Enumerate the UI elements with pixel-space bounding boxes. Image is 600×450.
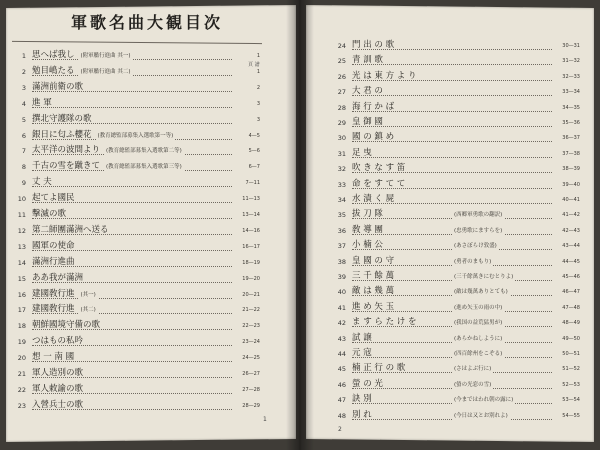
entry-title: つはもの私吟 xyxy=(32,336,84,347)
toc-entry xyxy=(10,114,260,126)
entry-pages: 1 xyxy=(256,53,260,59)
entry-number: 10 xyxy=(17,195,26,204)
toc-entry xyxy=(330,225,580,237)
entry-note: (其一) xyxy=(80,291,96,298)
entry-pages: 5—6 xyxy=(248,148,260,155)
page-number-left: 1 xyxy=(263,416,267,423)
entry-number: 34 xyxy=(337,196,346,204)
entry-note: (三千餘萬きにむとりよ) xyxy=(454,274,514,280)
entry-number: 33 xyxy=(337,180,346,189)
entry-number: 41 xyxy=(337,303,346,312)
entry-pages: 48—49 xyxy=(562,320,580,327)
toc-entry xyxy=(10,209,260,221)
entry-title: 擊滅の歌 xyxy=(32,209,67,219)
entry-pages: 4—5 xyxy=(248,132,260,139)
toc-entry xyxy=(330,302,580,314)
entry-pages: 7—11 xyxy=(245,180,260,187)
entry-pages: 51—52 xyxy=(562,366,580,373)
entry-title: 建國敎行進 xyxy=(32,288,75,299)
entry-number: 35 xyxy=(337,211,346,220)
entry-number: 29 xyxy=(337,119,346,127)
toc-entry xyxy=(330,179,580,191)
entry-number: 32 xyxy=(337,165,346,174)
entry-number: 11 xyxy=(17,211,26,219)
entry-title: 敵 は 幾 萬 xyxy=(352,286,395,297)
entry-pages: 3 xyxy=(256,116,260,123)
entry-title: 銀日に匂ふ櫻花 xyxy=(32,129,92,140)
entry-title: 起てよ國民 xyxy=(32,193,75,204)
entry-title: 三 千 餘 萬 xyxy=(352,271,395,281)
entry-pages: 39—40 xyxy=(562,181,580,188)
entry-title: 試 譲 xyxy=(352,332,372,343)
entry-note: (敵は幾萬ありとても) xyxy=(454,289,508,296)
toc-entry xyxy=(10,145,260,157)
leader-dots xyxy=(32,185,232,187)
entry-pages: 23—24 xyxy=(242,339,260,346)
entry-pages: 28—29 xyxy=(242,402,260,409)
entry-note: (勇者のまもり) xyxy=(454,258,492,265)
entry-pages: 18—19 xyxy=(242,259,260,266)
toc-entry xyxy=(330,132,580,144)
toc-entry xyxy=(330,317,580,329)
entry-number: 31 xyxy=(337,149,346,158)
entry-number: 30 xyxy=(337,134,346,143)
toc-entry xyxy=(10,304,260,316)
entry-note: (忠勇歌にますらを) xyxy=(454,227,503,234)
entry-pages: 2 xyxy=(256,84,260,91)
entry-title: 楠 正 行 の 歌 xyxy=(352,363,406,374)
entry-note: (附軍艦行進曲 其二) xyxy=(80,68,131,75)
toc-entry xyxy=(10,273,260,285)
entry-number: 2 xyxy=(21,67,26,76)
entry-pages: 36—37 xyxy=(562,135,580,142)
entry-pages: 6—7 xyxy=(248,164,260,171)
entry-number: 24 xyxy=(337,42,346,50)
entry-pages: 42—43 xyxy=(562,227,580,234)
entry-note: (教育總監部募集入選歌第三等) xyxy=(106,164,182,171)
entry-number: 4 xyxy=(21,99,26,108)
toc-entry xyxy=(330,348,580,360)
entry-number: 8 xyxy=(21,163,26,172)
toc-entry xyxy=(10,50,260,62)
entry-number: 3 xyxy=(21,83,26,92)
entry-number: 1 xyxy=(21,52,26,60)
entry-note: (教育總監部募集入選歌第一等) xyxy=(97,132,174,139)
entry-note: (あらかねしように) xyxy=(454,335,503,342)
leader-dots xyxy=(352,156,552,158)
entry-number: 15 xyxy=(17,274,26,283)
entry-title: 滿洲前衛の歌 xyxy=(32,81,84,92)
entry-title: 撰北守護隊の歌 xyxy=(32,113,92,124)
toc-entry xyxy=(330,363,580,375)
entry-title: 螢 の 光 xyxy=(352,378,383,389)
entry-pages: 35—36 xyxy=(562,120,580,126)
toc-entry xyxy=(330,286,580,298)
entry-number: 27 xyxy=(337,88,346,97)
entry-note: (あさぼらけ敦盛) xyxy=(454,243,497,250)
entry-pages: 31—32 xyxy=(562,58,580,65)
toc-entry xyxy=(330,86,580,98)
entry-pages: 38—39 xyxy=(562,166,580,173)
entry-number: 48 xyxy=(337,411,346,420)
entry-pages: 49—50 xyxy=(562,335,580,342)
entry-title: 足 曳 xyxy=(352,147,372,158)
toc-entry xyxy=(330,379,580,391)
entry-title: 皇 御 國 xyxy=(352,117,383,127)
entry-title: 軍人造別の歌 xyxy=(32,368,84,378)
entry-title: 大 君 の xyxy=(352,86,383,97)
toc-entry xyxy=(330,71,580,83)
toc-entry xyxy=(10,98,260,110)
entry-pages: 50—51 xyxy=(562,351,580,357)
toc-entry xyxy=(10,320,260,332)
entry-title: 國 の 鎮 め xyxy=(352,132,395,143)
entry-number: 14 xyxy=(17,258,26,267)
entry-pages: 47—48 xyxy=(562,304,580,311)
entry-note: (進め矢玉の雨の中) xyxy=(454,304,503,311)
toc-entry xyxy=(10,352,260,364)
entry-note: (我国の益荒猛男が) xyxy=(454,320,503,327)
entry-number: 45 xyxy=(337,365,346,374)
entry-number: 37 xyxy=(337,242,346,251)
entry-note: (螢の光窓の雪) xyxy=(454,381,492,388)
entry-pages: 27—28 xyxy=(242,386,260,393)
entry-number: 22 xyxy=(17,385,26,394)
entry-title: 水 漬 く 屍 xyxy=(352,194,395,204)
entry-number: 38 xyxy=(337,257,346,266)
entry-pages: 16—17 xyxy=(242,243,260,250)
entry-pages: 11—13 xyxy=(242,196,260,203)
entry-pages: 3 xyxy=(256,100,260,107)
entry-title: 滿洲行進曲 xyxy=(32,256,75,267)
entry-title: 皇 國 の 守 xyxy=(352,255,395,266)
entry-title: ああ我が滿洲 xyxy=(32,272,84,283)
toc-entry xyxy=(330,256,580,268)
page-title: 軍歌名曲大観目次 xyxy=(70,13,223,32)
toc-entry xyxy=(10,82,260,94)
entry-pages: 41—42 xyxy=(562,212,580,219)
toc-entry xyxy=(10,241,260,253)
entry-title: 元 寇 xyxy=(352,348,372,358)
entry-pages: 37—38 xyxy=(562,150,580,157)
entry-title: 進 め 矢 玉 xyxy=(352,301,395,312)
page-number-right: 2 xyxy=(338,426,342,433)
entry-title: 丈 夫 xyxy=(32,177,52,188)
entry-pages: 13—14 xyxy=(242,212,260,218)
column-header-mark: 頁 譜 xyxy=(248,62,260,68)
entry-title: 軍人敕諭の歌 xyxy=(32,383,84,394)
leader-dots xyxy=(32,106,232,108)
toc-entry xyxy=(330,163,580,175)
entry-title: 門 出 の 歌 xyxy=(352,40,395,50)
entry-number: 23 xyxy=(17,401,26,410)
entry-number: 46 xyxy=(337,380,346,389)
entry-number: 40 xyxy=(337,288,346,297)
entry-title: 想 一 南 國 xyxy=(32,352,75,363)
entry-title: 青 訓 歌 xyxy=(352,55,383,66)
entry-number: 25 xyxy=(337,57,346,66)
toc-entry xyxy=(10,66,260,78)
toc-entry xyxy=(10,193,260,205)
entry-number: 20 xyxy=(17,354,26,363)
entry-note: (教育總監部募集入選歌第二等) xyxy=(106,148,182,155)
entry-pages: 30—31 xyxy=(562,43,580,49)
entry-title: 海 行 か ば xyxy=(352,101,395,112)
entry-note: (四百餘州をこぞる) xyxy=(454,351,503,357)
entry-pages: 19—20 xyxy=(242,275,260,282)
entry-title: 進 軍 xyxy=(32,97,52,108)
toc-entry xyxy=(10,368,260,380)
entry-pages: 34—35 xyxy=(562,104,580,111)
entry-title: 國軍の使命 xyxy=(32,240,75,251)
entry-pages: 40—41 xyxy=(562,197,580,203)
toc-entry xyxy=(330,410,580,422)
entry-pages: 24—25 xyxy=(242,355,260,362)
toc-entry xyxy=(330,333,580,345)
entry-pages: 54—55 xyxy=(562,412,580,419)
toc-entry xyxy=(10,336,260,348)
toc-entry xyxy=(330,271,580,283)
toc-entry xyxy=(10,161,260,173)
entry-pages: 20—21 xyxy=(242,291,260,298)
toc-entry xyxy=(330,240,580,252)
entry-number: 21 xyxy=(17,370,26,378)
toc-entry xyxy=(330,102,580,114)
toc-entry xyxy=(330,117,580,129)
entry-number: 36 xyxy=(337,226,346,235)
entry-number: 13 xyxy=(17,242,26,251)
toc-entry xyxy=(10,130,260,142)
entry-note: (さはよぶ行に) xyxy=(454,366,492,373)
entry-number: 28 xyxy=(337,103,346,112)
toc-entry xyxy=(10,225,260,237)
toc-entry xyxy=(10,384,260,396)
entry-title: 拔 刀 隊 xyxy=(352,209,383,220)
entry-title: 勉目嶋たる xyxy=(32,65,75,76)
entry-note: (西郷軍勇歌の翻訳) xyxy=(454,212,503,219)
toc-entry xyxy=(330,194,580,206)
entry-title: 入營兵士の歌 xyxy=(32,399,84,410)
entry-number: 9 xyxy=(21,179,26,188)
toc-entry xyxy=(330,209,580,221)
entry-number: 16 xyxy=(17,290,26,299)
toc-entry xyxy=(330,394,580,406)
entry-note: (今まではわれ朝の露に) xyxy=(454,397,514,404)
entry-title: 別 れ xyxy=(352,409,372,420)
entry-pages: 43—44 xyxy=(562,243,580,250)
entry-pages: 45—46 xyxy=(562,274,580,280)
toc-entry xyxy=(10,257,260,269)
entry-number: 7 xyxy=(21,147,26,156)
entry-note: (附軍艦行進曲 其一) xyxy=(80,53,131,59)
toc-entry xyxy=(10,177,260,189)
entry-title: 思へば我し xyxy=(32,50,75,60)
entry-title: 朝鮮國境守備の歌 xyxy=(32,320,101,331)
entry-pages: 26—27 xyxy=(242,371,260,377)
entry-title: 千古の雪を蹴きて xyxy=(32,161,101,172)
toc-entry xyxy=(330,40,580,52)
entry-pages: 32—33 xyxy=(562,73,580,80)
entry-pages: 14—16 xyxy=(242,227,260,234)
entry-number: 17 xyxy=(17,306,26,315)
entry-pages: 53—54 xyxy=(562,397,580,404)
entry-note: (其二) xyxy=(80,307,96,314)
entry-number: 18 xyxy=(17,322,26,331)
entry-note: (今日は又とお別れよ) xyxy=(454,412,508,419)
entry-title: 第二師團滿洲へ送る xyxy=(32,224,109,235)
entry-title: 建國敎行進 xyxy=(32,304,75,315)
entry-title: 小 楠 公 xyxy=(352,240,383,251)
entry-number: 47 xyxy=(337,396,346,405)
entry-pages: 1 xyxy=(256,68,260,75)
entry-number: 44 xyxy=(337,350,346,358)
toc-entry xyxy=(10,289,260,301)
entry-title: 吹 き な す 笛 xyxy=(352,163,406,174)
entry-title: 命 を す て て xyxy=(352,178,406,189)
toc-entry xyxy=(330,55,580,67)
entry-title: 訣 別 xyxy=(352,394,372,405)
entry-number: 6 xyxy=(21,131,26,140)
entry-title: 敎 導 團 xyxy=(352,224,383,235)
entry-number: 5 xyxy=(21,115,26,124)
entry-number: 39 xyxy=(337,273,346,281)
entry-number: 43 xyxy=(337,334,346,343)
entry-pages: 44—45 xyxy=(562,258,580,265)
entry-pages: 22—23 xyxy=(242,323,260,330)
entry-title: 光 は 東 方 よ り xyxy=(352,70,417,81)
entry-pages: 33—34 xyxy=(562,89,580,96)
entry-number: 19 xyxy=(17,338,26,347)
entry-number: 26 xyxy=(337,72,346,81)
entry-pages: 46—47 xyxy=(562,289,580,296)
entry-pages: 21—22 xyxy=(242,307,260,314)
entry-title: 太平洋の波間より xyxy=(32,145,101,156)
toc-entry xyxy=(330,148,580,160)
entry-pages: 52—53 xyxy=(562,381,580,388)
entry-title: ま す ら た け を xyxy=(352,317,417,328)
entry-number: 12 xyxy=(17,226,26,235)
entry-number: 42 xyxy=(337,319,346,328)
toc-entry xyxy=(10,400,260,412)
